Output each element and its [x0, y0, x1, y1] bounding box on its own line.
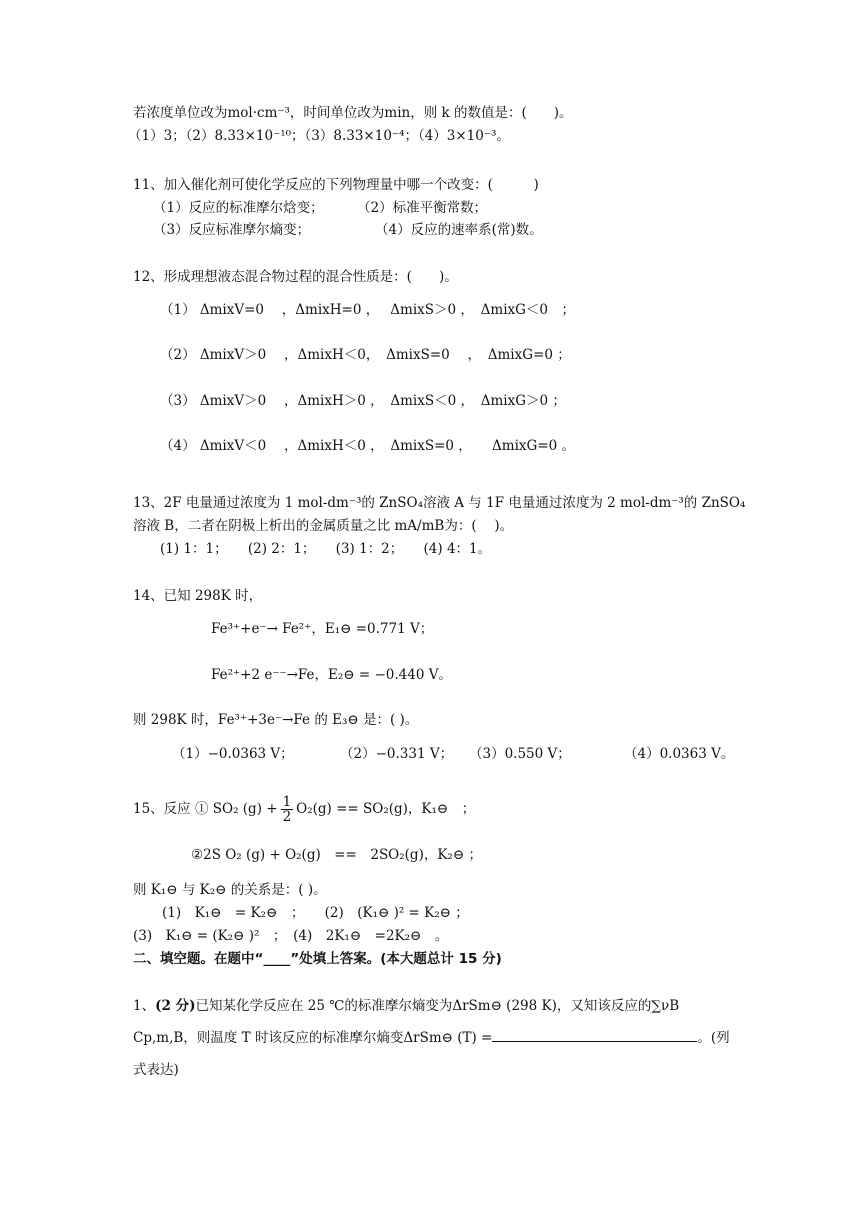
q11-stem: 11、加入催化剂可使化学反应的下列物理量中哪一个改变：( ) — [133, 177, 539, 193]
q12-option-2: （2） ΔmixV＞0 ，ΔmixH＜0， ΔmixS=0 ， ΔmixG=0 ； — [160, 347, 571, 363]
q12-option-3: （3） ΔmixV＞0 ，ΔmixH＞0 ， ΔmixS＜0 ， ΔmixG＞0 ； — [160, 393, 566, 409]
fill-1-line3: 式表达) — [133, 1062, 179, 1078]
q15-equation-1-prefix: 15、反应 ① SO₂ (g) + — [133, 801, 278, 817]
q14-stem: 14、已知 298K 时， — [133, 588, 263, 604]
q13-options: (1) 1：1； (2) 2：1； (3) 1：2； (4) 4：1。 — [160, 541, 492, 557]
fill-1-text: 已知某化学反应在 25 ℃的标准摩尔熵变为ΔrSm⊖ (298 K)，又知该反应的∑νB — [195, 998, 680, 1014]
q12-stem: 12、形成理想液态混合物过程的混合性质是：( )。 — [133, 269, 458, 285]
fraction-denominator: 2 — [282, 809, 292, 825]
one-half-fraction — [281, 795, 294, 824]
fill-1-line2-prefix: Cp,m,B，则温度 T 时该反应的标准摩尔熵变ΔrSm⊖ (T) = — [133, 1030, 493, 1046]
q14-equation-1: Fe³⁺+e⁻→ Fe²⁺，E₁⊖ =0.771 V； — [211, 621, 434, 637]
q14-option-1: （1）−0.0363 V； — [172, 746, 294, 762]
fill-1-number: 1、 — [133, 998, 156, 1014]
q15-equation-1-suffix: O₂(g) == SO₂(g)，K₁⊖ ； — [296, 801, 476, 817]
q14-equation-2: Fe²⁺+2 e⁻⁻→Fe，E₂⊖ = −0.440 V。 — [211, 667, 452, 683]
q15-equation-2: ②2S O₂ (g) + O₂(g) == 2SO₂(g)，K₂⊖ ； — [191, 847, 482, 863]
fill-1-score: (2 分) — [155, 998, 196, 1014]
section-2-title: 二、填空题。在题中“____”处填上答案。(本大题总计 15 分) — [133, 951, 502, 967]
q11-option-4: （4）反应的速率系(常)数。 — [375, 222, 543, 238]
q15-options-1-2: (1) K₁⊖ = K₂⊖ ； (2) (K₁⊖ )² = K₂⊖ ； — [162, 905, 469, 921]
q10-line1: 若浓度单位改为mol·cm⁻³，时间单位改为min，则 k 的数值是：( )。 — [133, 105, 573, 121]
q12-option-4: （4） ΔmixV＜0 ，ΔmixH＜0 ， ΔmixS=0 ， ΔmixG=0 。 — [160, 438, 576, 454]
q13-line1: 13、2F 电量通过浓度为 1 mol-dm⁻³的 ZnSO₄溶液 A 与 1F 电量通过浓度为 2 mol-dm⁻³的 ZnSO₄ — [133, 495, 746, 511]
q15-options-3-4: (3) K₁⊖ = (K₂⊖ )² ； (4) 2K₁⊖ =2K₂⊖ 。 — [133, 928, 449, 944]
q14-question: 则 298K 时，Fe³⁺+3e⁻→Fe 的 E₃⊖ 是：( )。 — [133, 712, 419, 728]
q14-option-3: （3）0.550 V； — [469, 746, 571, 762]
fill-1-line2-suffix: 。(列 — [697, 1030, 730, 1046]
fill-1-line2 — [133, 1029, 730, 1047]
q10-options: （1）3；（2）8.33×10⁻¹⁰；（3）8.33×10⁻⁴；（4）3×10⁻³。 — [128, 128, 510, 144]
q12-option-1: （1） ΔmixV=0 ，ΔmixH=0 ， ΔmixS＞0 ， ΔmixG＜0 ； — [160, 302, 576, 318]
q11-option-2: （2）标准平衡常数； — [357, 200, 488, 216]
q14-option-2: （2）−0.331 V； — [340, 746, 454, 762]
q15-equation-1 — [133, 794, 475, 824]
fill-1-line1 — [133, 997, 679, 1015]
q13-line2: 溶液 B，二者在阴极上析出的金属质量之比 mA/mB为：( )。 — [133, 518, 514, 534]
answer-blank[interactable] — [492, 1029, 697, 1042]
q14-option-4: （4）0.0363 V。 — [624, 746, 735, 762]
fraction-numerator: 1 — [282, 794, 292, 810]
q11-option-3: （3）反应标准摩尔熵变； — [153, 222, 311, 238]
q15-question: 则 K₁⊖ 与 K₂⊖ 的关系是：( )。 — [133, 882, 327, 898]
q11-option-1: （1）反应的标准摩尔焓变； — [153, 200, 324, 216]
